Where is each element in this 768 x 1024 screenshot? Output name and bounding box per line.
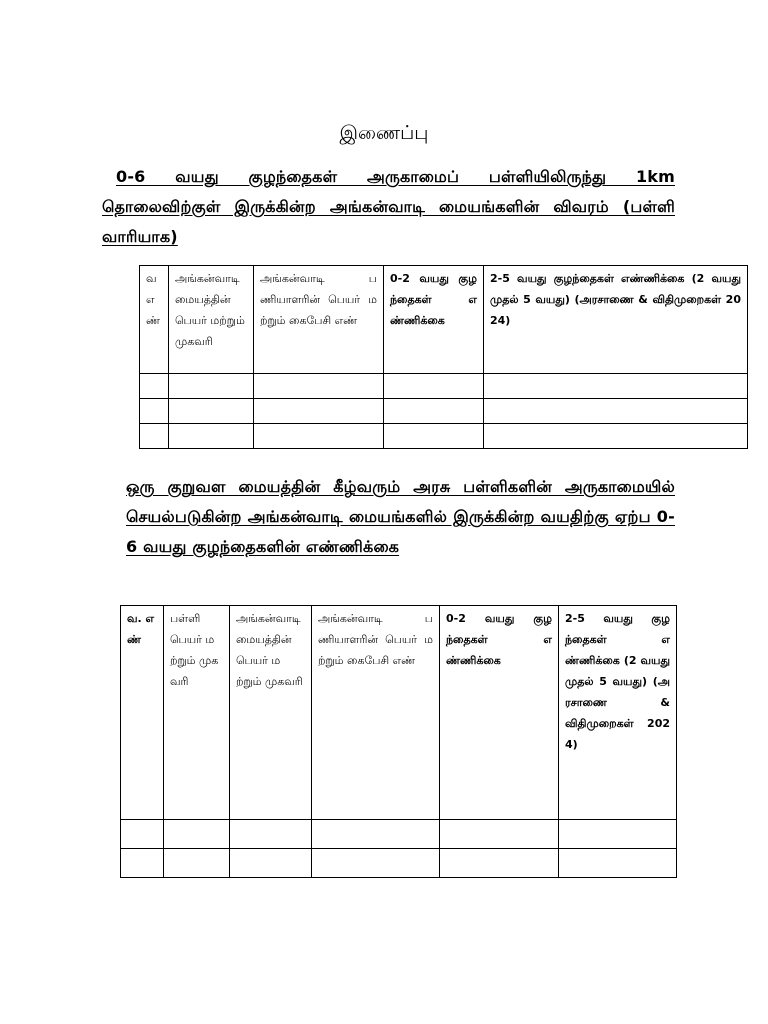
anganwadi-table xyxy=(139,265,748,449)
table-cell[interactable] xyxy=(121,849,164,878)
table-cell[interactable] xyxy=(164,849,230,878)
table-cell[interactable] xyxy=(440,849,559,878)
table-cell[interactable] xyxy=(440,820,559,849)
table-cell[interactable] xyxy=(484,399,748,424)
school-anganwadi-table xyxy=(120,605,677,878)
header-worker-name: அங்கன்வாடி பணியாளரின் பெயர் மற்றும் கைபேசி எண் xyxy=(312,606,440,820)
table-row xyxy=(140,424,748,449)
section2-heading: ஒரு குறுவள மையத்தின் கீழ்வரும் அரசு பள்ளிகளின் அருகாமையில் செயல்படுகின்ற அங்கன்வாடி மையங்களில் இருக்கின்ற வயதிற்கு ஏற்ப 0-6 வயது குழந்தைகளின் எண்ணிக்கை xyxy=(126,477,675,556)
header-age-2-5-label: 2-5 வயது குழந்தைகள் எண்ணிக்கை (2 வயது முதல் 5 வயது) (அரசாணை & விதிமுறைகள் 2024) xyxy=(490,272,741,327)
table-cell[interactable] xyxy=(121,820,164,849)
table-cell[interactable] xyxy=(312,820,440,849)
header-age-2-5-label: 2-5 வயது குழந்தைகள் எண்ணிக்கை (2 வயது முதல் 5 வயது) (அரசாணை & விதிமுறைகள் 2024) xyxy=(565,612,670,751)
header-anganwadi-name: அங்கன்வாடி மையத்தின் பெயர் மற்றும் முகவரி xyxy=(169,266,254,374)
table-cell[interactable] xyxy=(169,374,254,399)
table-cell[interactable] xyxy=(312,849,440,878)
table-cell[interactable] xyxy=(140,399,169,424)
header-serial-number: வ எண் xyxy=(140,266,169,374)
header-serial-number-label: வ. எண் xyxy=(127,612,155,646)
header-age-0-2 xyxy=(440,606,559,820)
section1-heading: 0-6 வயது குழந்தைகள் அருகாமைப் பள்ளியிலிருந்து 1km தொலைவிற்குள் இருக்கின்ற அங்கன்வாடி மையங்களின் விவரம் (பள்ளி வாரியாக) xyxy=(102,167,675,246)
page-title: இணைப்பு xyxy=(339,122,429,144)
table-cell[interactable] xyxy=(164,820,230,849)
table-cell[interactable] xyxy=(140,424,169,449)
table-cell[interactable] xyxy=(169,424,254,449)
table-header-row xyxy=(121,606,677,820)
table-cell[interactable] xyxy=(254,374,384,399)
table-cell[interactable] xyxy=(384,374,484,399)
table-cell[interactable] xyxy=(230,849,312,878)
table-row xyxy=(140,374,748,399)
header-age-2-5 xyxy=(559,606,677,820)
header-serial-number xyxy=(121,606,164,820)
table-cell[interactable] xyxy=(254,399,384,424)
header-worker-name: அங்கன்வாடி பணியாளரின் பெயர் மற்றும் கைபேசி எண் xyxy=(254,266,384,374)
table-cell[interactable] xyxy=(169,399,254,424)
table-row xyxy=(140,399,748,424)
table-cell[interactable] xyxy=(559,849,677,878)
table-cell[interactable] xyxy=(559,820,677,849)
header-age-0-2 xyxy=(384,266,484,374)
table-cell[interactable] xyxy=(140,374,169,399)
header-anganwadi-name: அங்கன்வாடி மையத்தின் பெயர் மற்றும் முகவரி xyxy=(230,606,312,820)
table-cell[interactable] xyxy=(254,424,384,449)
table-cell[interactable] xyxy=(384,424,484,449)
table-cell[interactable] xyxy=(484,424,748,449)
table-cell[interactable] xyxy=(384,399,484,424)
header-school-name: பள்ளி பெயர் மற்றும் முகவரி xyxy=(164,606,230,820)
table-row xyxy=(121,820,677,849)
table-cell[interactable] xyxy=(230,820,312,849)
header-age-0-2-label: 0-2 வயது குழந்தைகள் எண்ணிக்கை xyxy=(446,612,552,667)
table-row xyxy=(121,849,677,878)
table-cell[interactable] xyxy=(484,374,748,399)
header-age-0-2-label: 0-2 வயது குழந்தைகள் எண்ணிக்கை xyxy=(390,272,477,327)
header-age-2-5 xyxy=(484,266,748,374)
table-header-row xyxy=(140,266,748,374)
